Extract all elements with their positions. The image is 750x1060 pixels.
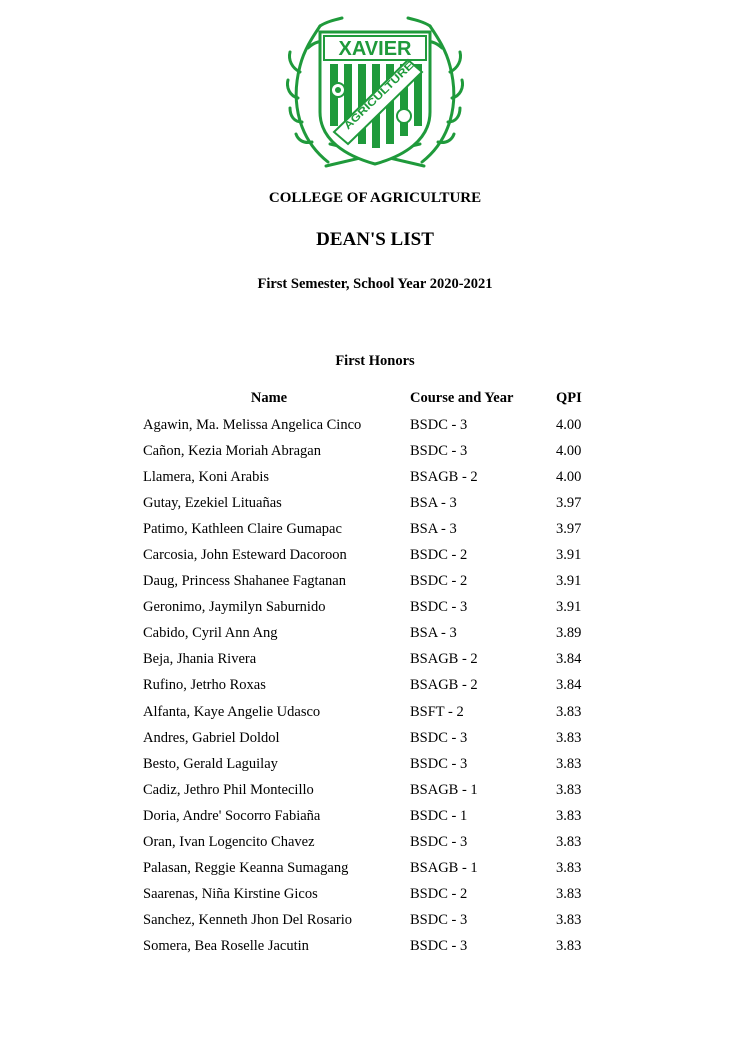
table-row bbox=[0, 623, 750, 649]
table-row bbox=[0, 545, 750, 571]
table-row bbox=[0, 597, 750, 623]
qpi-value: 3.83 bbox=[556, 833, 582, 850]
student-name: Daug, Princess Shahanee Fagtanan bbox=[143, 573, 346, 590]
section-title: First Honors bbox=[335, 353, 415, 369]
student-name: Carcosia, John Esteward Dacoroon bbox=[143, 547, 347, 564]
table-row bbox=[0, 780, 750, 806]
table-row bbox=[0, 858, 750, 884]
table-row bbox=[0, 702, 750, 728]
student-name: Geronimo, Jaymilyn Saburnido bbox=[143, 599, 326, 616]
student-name: Cabido, Cyril Ann Ang bbox=[143, 625, 278, 642]
column-header-name: Name bbox=[250, 390, 288, 406]
qpi-value: 3.91 bbox=[556, 599, 582, 616]
student-name: Sanchez, Kenneth Jhon Del Rosario bbox=[143, 911, 352, 928]
table-row bbox=[0, 493, 750, 519]
qpi-value: 3.83 bbox=[556, 859, 582, 876]
column-header-qpi: QPI bbox=[556, 390, 582, 406]
qpi-value: 3.83 bbox=[556, 755, 582, 772]
qpi-value: 3.84 bbox=[556, 651, 582, 668]
page-title: DEAN'S LIST bbox=[316, 229, 434, 250]
student-name: Palasan, Reggie Keanna Sumagang bbox=[143, 859, 349, 876]
student-name: Llamera, Koni Arabis bbox=[143, 469, 270, 486]
qpi-value: 3.97 bbox=[556, 521, 582, 538]
course-year: BSDC - 3 bbox=[410, 729, 468, 746]
course-year: BSDC - 1 bbox=[410, 807, 468, 824]
table-row bbox=[0, 467, 750, 493]
table-row bbox=[0, 415, 750, 441]
column-header-course: Course and Year bbox=[410, 390, 514, 406]
table-row bbox=[0, 910, 750, 936]
course-year: BSDC - 3 bbox=[410, 755, 468, 772]
course-year: BSDC - 3 bbox=[410, 911, 468, 928]
student-name: Patimo, Kathleen Claire Gumapac bbox=[143, 521, 342, 538]
student-name: Doria, Andre' Socorro Fabiaña bbox=[143, 807, 321, 824]
course-year: BSFT - 2 bbox=[410, 703, 464, 720]
qpi-value: 3.83 bbox=[556, 937, 582, 954]
qpi-value: 4.00 bbox=[556, 417, 582, 433]
course-year: BSA - 3 bbox=[410, 521, 457, 538]
college-name: COLLEGE OF AGRICULTURE bbox=[268, 190, 482, 206]
honors-table bbox=[0, 415, 750, 962]
table-row bbox=[0, 649, 750, 675]
student-name: Besto, Gerald Laguilay bbox=[143, 755, 278, 772]
course-year: BSDC - 2 bbox=[410, 547, 468, 564]
table-row bbox=[0, 884, 750, 910]
course-year: BSAGB - 1 bbox=[410, 781, 478, 798]
xavier-agriculture-logo bbox=[286, 12, 464, 178]
student-name: Cañon, Kezia Moriah Abragan bbox=[143, 443, 321, 460]
course-year: BSDC - 3 bbox=[410, 599, 468, 616]
course-year: BSDC - 3 bbox=[410, 937, 468, 954]
student-name: Andres, Gabriel Doldol bbox=[143, 729, 280, 746]
student-name: Rufino, Jetrho Roxas bbox=[143, 677, 266, 694]
course-year: BSAGB - 2 bbox=[410, 651, 478, 668]
student-name: Saarenas, Niña Kirstine Gicos bbox=[143, 885, 318, 902]
table-row bbox=[0, 832, 750, 858]
table-row bbox=[0, 754, 750, 780]
course-year: BSDC - 3 bbox=[410, 443, 468, 460]
student-name: Cadiz, Jethro Phil Montecillo bbox=[143, 781, 314, 798]
table-row bbox=[0, 675, 750, 701]
qpi-value: 3.89 bbox=[556, 625, 582, 642]
qpi-value: 3.84 bbox=[556, 677, 582, 694]
student-name: Alfanta, Kaye Angelie Udasco bbox=[143, 703, 321, 720]
semester-label: First Semester, School Year 2020-2021 bbox=[257, 276, 493, 292]
course-year: BSDC - 3 bbox=[410, 417, 468, 433]
qpi-value: 3.83 bbox=[556, 703, 582, 720]
student-name: Oran, Ivan Logencito Chavez bbox=[143, 833, 315, 850]
qpi-value: 3.91 bbox=[556, 547, 582, 564]
course-year: BSDC - 3 bbox=[410, 833, 468, 850]
logo-text-top: XAVIER bbox=[338, 38, 412, 60]
course-year: BSAGB - 1 bbox=[410, 859, 478, 876]
student-name: Beja, Jhania Rivera bbox=[143, 651, 257, 668]
qpi-value: 3.83 bbox=[556, 885, 582, 902]
course-year: BSA - 3 bbox=[410, 495, 457, 512]
table-row bbox=[0, 936, 750, 962]
student-name: Somera, Bea Roselle Jacutin bbox=[143, 937, 309, 954]
table-row bbox=[0, 728, 750, 754]
course-year: BSAGB - 2 bbox=[410, 677, 478, 694]
qpi-value: 3.97 bbox=[556, 495, 582, 512]
qpi-value: 3.83 bbox=[556, 781, 582, 798]
table-row bbox=[0, 441, 750, 467]
qpi-value: 3.83 bbox=[556, 911, 582, 928]
course-year: BSAGB - 2 bbox=[410, 469, 478, 486]
student-name: Agawin, Ma. Melissa Angelica Cinco bbox=[143, 417, 362, 433]
course-year: BSDC - 2 bbox=[410, 885, 468, 902]
course-year: BSA - 3 bbox=[410, 625, 457, 642]
table-row bbox=[0, 571, 750, 597]
qpi-value: 4.00 bbox=[556, 443, 582, 460]
qpi-value: 4.00 bbox=[556, 469, 582, 486]
qpi-value: 3.83 bbox=[556, 729, 582, 746]
table-row bbox=[0, 519, 750, 545]
table-row bbox=[0, 806, 750, 832]
student-name: Gutay, Ezekiel Lituañas bbox=[143, 495, 282, 512]
qpi-value: 3.91 bbox=[556, 573, 582, 590]
logo-text-band: AGRICULTURE bbox=[341, 70, 405, 133]
qpi-value: 3.83 bbox=[556, 807, 582, 824]
course-year: BSDC - 2 bbox=[410, 573, 468, 590]
